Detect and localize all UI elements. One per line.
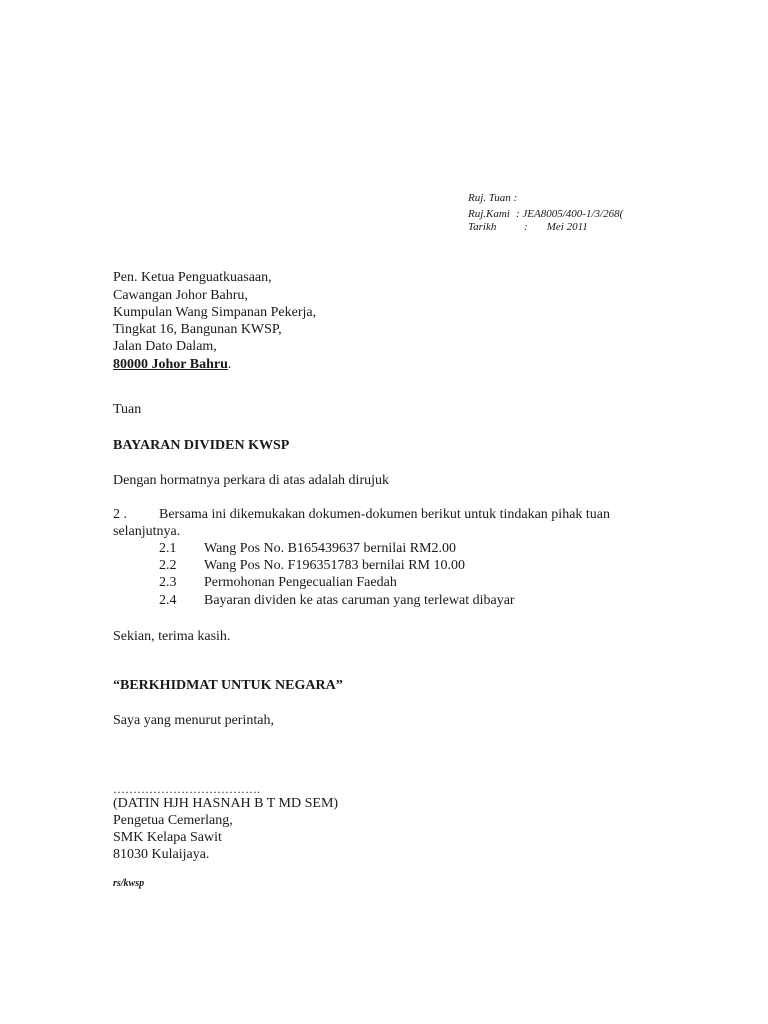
paragraph-2-number: 2 . [113,507,127,522]
list-item-text: Wang Pos No. F196351783 bernilai RM 10.00 [204,558,465,573]
recipient-line-1: Pen. Ketua Penguatkuasaan, [113,270,272,285]
list-item-number: 2.2 [159,558,177,573]
signatory-school: SMK Kelapa Sawit [113,830,222,845]
recipient-line-5: Jalan Dato Dalam, [113,339,217,354]
recipient-line-4: Tingkat 16, Bangunan KWSP, [113,322,282,337]
ref-tuan [468,192,517,204]
list-item [159,575,397,591]
paragraph-2-continuation: selanjutnya. [113,524,181,539]
list-item-number: 2.3 [159,575,177,590]
signature-line: ………………………………. [113,782,260,796]
ref-kami-label: Ruj.Kami [468,208,510,220]
ref-kami [468,208,623,220]
list-item [159,593,515,609]
list-item [159,541,456,557]
ref-tarikh [468,221,588,233]
ref-tarikh-value: Mei 2011 [546,221,588,233]
subject-heading: BAYARAN DIVIDEN KWSP [113,438,290,453]
sign-off: Saya yang menurut perintah, [113,713,274,728]
list-item-number: 2.4 [159,593,177,608]
list-item-text: Permohonan Pengecualian Faedah [204,575,397,590]
recipient-line-3: Kumpulan Wang Simpanan Pekerja, [113,305,317,320]
recipient-postcode-suffix: . [227,357,232,372]
recipient-postcode [113,356,231,373]
recipient-line-2: Cawangan Johor Bahru, [113,288,248,303]
motto: “BERKHIDMAT UNTUK NEGARA” [113,678,343,693]
ref-tarikh-sep: : [524,221,528,233]
list-item-text: Bayaran dividen ke atas caruman yang terlewat dibayar [204,593,515,608]
ref-tuan-label: Ruj. Tuan : [468,192,518,204]
list-item-text: Wang Pos No. B165439637 bernilai RM2.00 [204,541,457,556]
ref-kami-value: JEA8005/400-1/3/268( [522,208,624,220]
paragraph-2-text: Bersama ini dikemukakan dokumen-dokumen berikut untuk tindakan pihak tuan [159,507,611,522]
footer-reference: rs/kwsp [113,878,145,889]
signatory-address: 81030 Kulaijaya. [113,847,210,862]
list-item [159,558,465,574]
ref-kami-sep: : [516,208,520,220]
closing-text: Sekian, terima kasih. [113,629,231,644]
list-item-number: 2.1 [159,541,177,556]
recipient-postcode-city: 80000 Johor Bahru [113,357,228,372]
ref-tarikh-label: Tarikh [468,221,497,233]
salutation: Tuan [113,402,142,417]
intro-paragraph: Dengan hormatnya perkara di atas adalah dirujuk [113,473,390,488]
signatory-name: (DATIN HJH HASNAH B T MD SEM) [113,796,339,811]
signatory-title: Pengetua Cemerlang, [113,813,233,828]
